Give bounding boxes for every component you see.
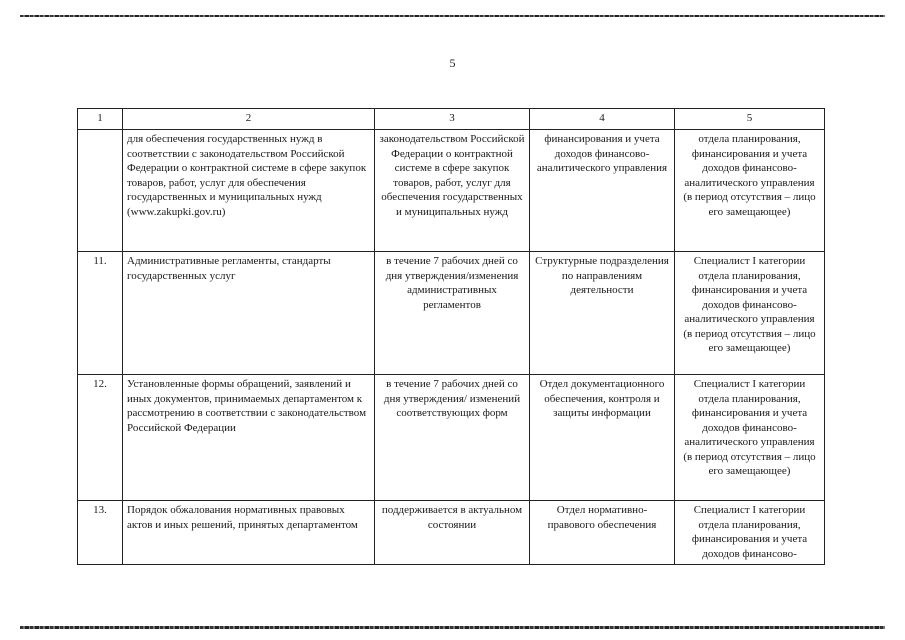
row-number: 13. [78,501,123,565]
header-cell: 3 [375,109,530,130]
update-period: законодательством Российской Федерации о контрактной системе в сфере закупок товаров, работ, услуг для обеспечения государственных и муниципальных нужд [375,130,530,252]
document-table [77,108,825,565]
scan-edge-bottom [20,626,885,629]
info-description: Административные регламенты, стандарты государственных услуг [123,252,375,375]
row-number: 12. [78,375,123,501]
responsible-unit: Отдел нормативно-правового обеспечения [530,501,675,565]
header-cell: 5 [675,109,825,130]
table-body [78,130,825,565]
header-cell: 1 [78,109,123,130]
info-description: Установленные формы обращений, заявлений и иных документов, принимаемых департаментом к рассмотрению в соответствии с законодательством Российской Федерации [123,375,375,501]
scan-edge-top [20,15,885,17]
update-period: в течение 7 рабочих дней со дня утверждения/изменения административных регламентов [375,252,530,375]
responsible-person: Специалист I категории отдела планирования, финансирования и учета доходов финансово-аналитического управления (в период отсутствия – лицо его замещающее) [675,375,825,501]
table-row [78,252,825,375]
table-row [78,375,825,501]
row-number: 11. [78,252,123,375]
table-header [78,109,825,130]
responsible-unit: Отдел документационного обеспечения, контроля и защиты информации [530,375,675,501]
responsible-person: отдела планирования, финансирования и учета доходов финансово-аналитического управления (в период отсутствия – лицо его замещающее) [675,130,825,252]
table-row [78,501,825,565]
responsible-person: Специалист I категории отдела планирования, финансирования и учета доходов финансово-аналитического управления (в период отсутствия – лицо его замещающее) [675,252,825,375]
update-period: в течение 7 рабочих дней со дня утверждения/ изменений соответствующих форм [375,375,530,501]
page-number: 5 [449,56,456,70]
responsible-person: Специалист I категории отдела планирования, финансирования и учета доходов финансово- [675,501,825,565]
responsible-unit: Структурные подразделения по направлениям деятельности [530,252,675,375]
row-number [78,130,123,252]
header-cell: 2 [123,109,375,130]
info-description: для обеспечения государственных нужд в соответствии с законодательством Российской Федерации о контрактной системе в сфере закупок товаров, работ, услуг для обеспечения государственных и муниципальных нужд (www.zakupki.gov.ru) [123,130,375,252]
header-cell: 4 [530,109,675,130]
info-description: Порядок обжалования нормативных правовых актов и иных решений, принятых департаментом [123,501,375,565]
header-row [78,109,825,130]
responsible-unit: финансирования и учета доходов финансово-аналитического управления [530,130,675,252]
update-period: поддерживается в актуальном состоянии [375,501,530,565]
table-row [78,130,825,252]
